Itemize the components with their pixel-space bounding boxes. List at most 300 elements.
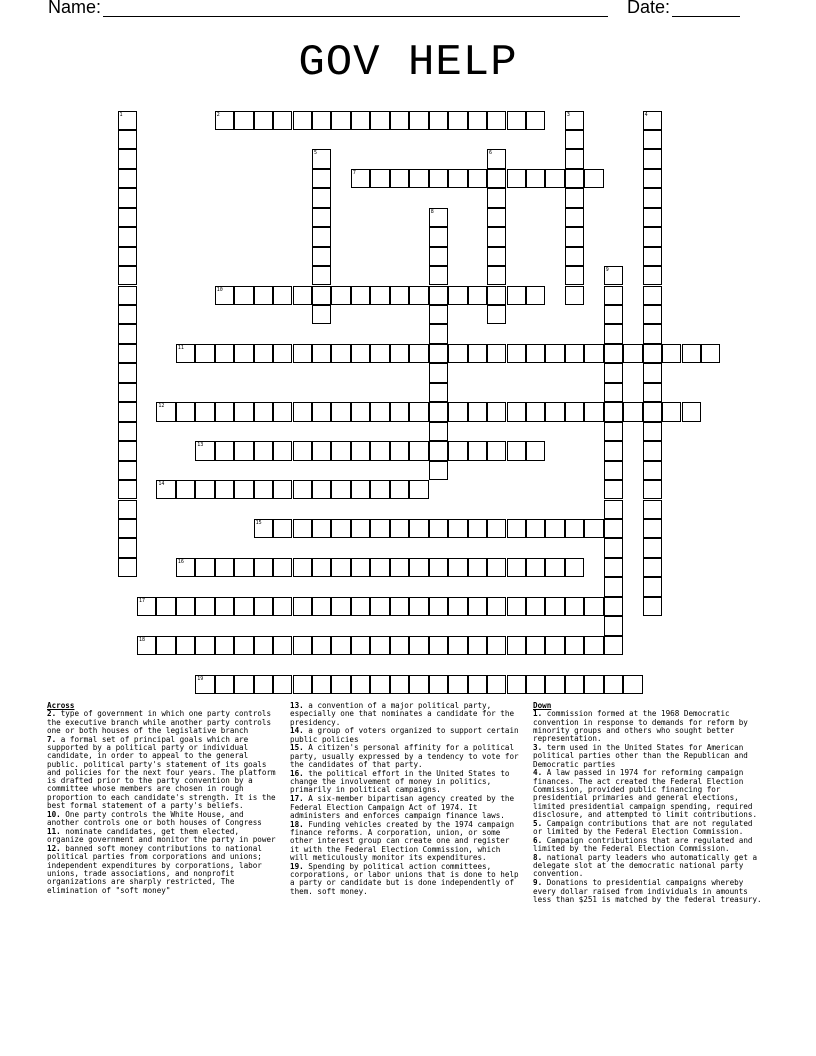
grid-cell[interactable]: [526, 402, 545, 421]
grid-cell[interactable]: [118, 441, 137, 460]
grid-cell[interactable]: [176, 402, 195, 421]
grid-cell[interactable]: [429, 208, 448, 227]
grid-cell[interactable]: [487, 247, 506, 266]
grid-cell[interactable]: [273, 597, 292, 616]
grid-cell[interactable]: [331, 344, 350, 363]
grid-cell[interactable]: [507, 519, 526, 538]
grid-cell[interactable]: [487, 227, 506, 246]
grid-cell[interactable]: [468, 597, 487, 616]
grid-cell[interactable]: [293, 519, 312, 538]
grid-cell[interactable]: [137, 636, 156, 655]
grid-cell[interactable]: [331, 402, 350, 421]
grid-cell[interactable]: [487, 169, 506, 188]
grid-cell[interactable]: [234, 441, 253, 460]
grid-cell[interactable]: [429, 266, 448, 285]
grid-cell[interactable]: [370, 558, 389, 577]
grid-cell[interactable]: [215, 402, 234, 421]
grid-cell[interactable]: [565, 149, 584, 168]
grid-cell[interactable]: [370, 519, 389, 538]
grid-cell[interactable]: [429, 461, 448, 480]
grid-cell[interactable]: [468, 441, 487, 460]
grid-cell[interactable]: [331, 675, 350, 694]
grid-cell[interactable]: [643, 266, 662, 285]
grid-cell[interactable]: [195, 636, 214, 655]
grid-cell[interactable]: [507, 597, 526, 616]
grid-cell[interactable]: [273, 402, 292, 421]
grid-cell[interactable]: [526, 597, 545, 616]
grid-cell[interactable]: [234, 636, 253, 655]
grid-cell[interactable]: [487, 558, 506, 577]
grid-cell[interactable]: [409, 558, 428, 577]
grid-cell[interactable]: [604, 441, 623, 460]
grid-cell[interactable]: [118, 247, 137, 266]
grid-cell[interactable]: [565, 247, 584, 266]
grid-cell[interactable]: [604, 383, 623, 402]
grid-cell[interactable]: [409, 344, 428, 363]
grid-cell[interactable]: [176, 558, 195, 577]
grid-cell[interactable]: [351, 558, 370, 577]
grid-cell[interactable]: [118, 227, 137, 246]
grid-cell[interactable]: [643, 422, 662, 441]
grid-cell[interactable]: [429, 169, 448, 188]
grid-cell[interactable]: [390, 636, 409, 655]
grid-cell[interactable]: [507, 286, 526, 305]
grid-cell[interactable]: [118, 111, 137, 130]
grid-cell[interactable]: [643, 597, 662, 616]
grid-cell[interactable]: [118, 266, 137, 285]
grid-cell[interactable]: [487, 208, 506, 227]
grid-cell[interactable]: [643, 519, 662, 538]
grid-cell[interactable]: [487, 636, 506, 655]
grid-cell[interactable]: [351, 402, 370, 421]
grid-cell[interactable]: [215, 441, 234, 460]
grid-cell[interactable]: [565, 675, 584, 694]
grid-cell[interactable]: [370, 675, 389, 694]
grid-cell[interactable]: [273, 344, 292, 363]
grid-cell[interactable]: [156, 402, 175, 421]
grid-cell[interactable]: [293, 402, 312, 421]
grid-cell[interactable]: [643, 480, 662, 499]
grid-cell[interactable]: [118, 558, 137, 577]
grid-cell[interactable]: [448, 286, 467, 305]
grid-cell[interactable]: [507, 344, 526, 363]
grid-cell[interactable]: [254, 558, 273, 577]
grid-cell[interactable]: [623, 675, 642, 694]
grid-cell[interactable]: [468, 344, 487, 363]
grid-cell[interactable]: [234, 286, 253, 305]
grid-cell[interactable]: [643, 461, 662, 480]
grid-cell[interactable]: [468, 636, 487, 655]
grid-cell[interactable]: [370, 441, 389, 460]
grid-cell[interactable]: [526, 169, 545, 188]
grid-cell[interactable]: [526, 636, 545, 655]
grid-cell[interactable]: [176, 344, 195, 363]
grid-cell[interactable]: [215, 558, 234, 577]
grid-cell[interactable]: [643, 383, 662, 402]
grid-cell[interactable]: [604, 402, 623, 421]
grid-cell[interactable]: [604, 461, 623, 480]
grid-cell[interactable]: [390, 480, 409, 499]
grid-cell[interactable]: [604, 675, 623, 694]
grid-cell[interactable]: [118, 169, 137, 188]
grid-cell[interactable]: [176, 597, 195, 616]
grid-cell[interactable]: [293, 344, 312, 363]
grid-cell[interactable]: [448, 169, 467, 188]
grid-cell[interactable]: [254, 519, 273, 538]
grid-cell[interactable]: [118, 383, 137, 402]
grid-cell[interactable]: [215, 675, 234, 694]
grid-cell[interactable]: [273, 558, 292, 577]
grid-cell[interactable]: [215, 286, 234, 305]
grid-cell[interactable]: [390, 111, 409, 130]
grid-cell[interactable]: [118, 461, 137, 480]
grid-cell[interactable]: [118, 130, 137, 149]
grid-cell[interactable]: [118, 500, 137, 519]
grid-cell[interactable]: [643, 363, 662, 382]
grid-cell[interactable]: [643, 111, 662, 130]
grid-cell[interactable]: [604, 344, 623, 363]
grid-cell[interactable]: [507, 558, 526, 577]
grid-cell[interactable]: [390, 402, 409, 421]
grid-cell[interactable]: [565, 402, 584, 421]
grid-cell[interactable]: [215, 597, 234, 616]
grid-cell[interactable]: [429, 597, 448, 616]
grid-cell[interactable]: [254, 636, 273, 655]
grid-cell[interactable]: [331, 597, 350, 616]
grid-cell[interactable]: [195, 558, 214, 577]
grid-cell[interactable]: [234, 480, 253, 499]
grid-cell[interactable]: [468, 558, 487, 577]
grid-cell[interactable]: [545, 344, 564, 363]
grid-cell[interactable]: [312, 480, 331, 499]
grid-cell[interactable]: [390, 286, 409, 305]
grid-cell[interactable]: [429, 247, 448, 266]
grid-cell[interactable]: [545, 519, 564, 538]
grid-cell[interactable]: [390, 558, 409, 577]
grid-cell[interactable]: [331, 111, 350, 130]
grid-cell[interactable]: [215, 480, 234, 499]
grid-cell[interactable]: [390, 675, 409, 694]
grid-cell[interactable]: [312, 558, 331, 577]
grid-cell[interactable]: [118, 305, 137, 324]
grid-cell[interactable]: [254, 441, 273, 460]
grid-cell[interactable]: [254, 402, 273, 421]
grid-cell[interactable]: [215, 111, 234, 130]
grid-cell[interactable]: [156, 636, 175, 655]
grid-cell[interactable]: [254, 286, 273, 305]
grid-cell[interactable]: [526, 286, 545, 305]
grid-cell[interactable]: [643, 441, 662, 460]
grid-cell[interactable]: [195, 344, 214, 363]
grid-cell[interactable]: [565, 636, 584, 655]
grid-cell[interactable]: [118, 344, 137, 363]
grid-cell[interactable]: [448, 111, 467, 130]
grid-cell[interactable]: [565, 169, 584, 188]
grid-cell[interactable]: [331, 441, 350, 460]
grid-cell[interactable]: [643, 130, 662, 149]
grid-cell[interactable]: [118, 422, 137, 441]
grid-cell[interactable]: [604, 500, 623, 519]
grid-cell[interactable]: [429, 286, 448, 305]
grid-cell[interactable]: [351, 344, 370, 363]
grid-cell[interactable]: [623, 402, 642, 421]
grid-cell[interactable]: [662, 344, 681, 363]
grid-cell[interactable]: [487, 519, 506, 538]
grid-cell[interactable]: [409, 519, 428, 538]
grid-cell[interactable]: [682, 344, 701, 363]
grid-cell[interactable]: [293, 558, 312, 577]
grid-cell[interactable]: [429, 519, 448, 538]
grid-cell[interactable]: [604, 324, 623, 343]
grid-cell[interactable]: [312, 441, 331, 460]
grid-cell[interactable]: [429, 402, 448, 421]
grid-cell[interactable]: [390, 441, 409, 460]
grid-cell[interactable]: [195, 597, 214, 616]
grid-cell[interactable]: [293, 597, 312, 616]
grid-cell[interactable]: [487, 344, 506, 363]
grid-cell[interactable]: [584, 169, 603, 188]
grid-cell[interactable]: [643, 558, 662, 577]
grid-cell[interactable]: [273, 286, 292, 305]
grid-cell[interactable]: [254, 480, 273, 499]
grid-cell[interactable]: [545, 402, 564, 421]
grid-cell[interactable]: [487, 286, 506, 305]
grid-cell[interactable]: [565, 227, 584, 246]
grid-cell[interactable]: [312, 169, 331, 188]
grid-cell[interactable]: [351, 519, 370, 538]
grid-cell[interactable]: [604, 266, 623, 285]
grid-cell[interactable]: [448, 597, 467, 616]
grid-cell[interactable]: [254, 344, 273, 363]
grid-cell[interactable]: [487, 111, 506, 130]
grid-cell[interactable]: [254, 597, 273, 616]
grid-cell[interactable]: [118, 402, 137, 421]
grid-cell[interactable]: [468, 286, 487, 305]
grid-cell[interactable]: [351, 441, 370, 460]
grid-cell[interactable]: [507, 111, 526, 130]
grid-cell[interactable]: [176, 636, 195, 655]
grid-cell[interactable]: [565, 111, 584, 130]
grid-cell[interactable]: [429, 441, 448, 460]
grid-cell[interactable]: [584, 675, 603, 694]
grid-cell[interactable]: [487, 402, 506, 421]
grid-cell[interactable]: [176, 480, 195, 499]
grid-cell[interactable]: [429, 344, 448, 363]
grid-cell[interactable]: [643, 227, 662, 246]
grid-cell[interactable]: [293, 286, 312, 305]
grid-cell[interactable]: [584, 519, 603, 538]
grid-cell[interactable]: [351, 286, 370, 305]
grid-cell[interactable]: [565, 208, 584, 227]
grid-cell[interactable]: [118, 363, 137, 382]
grid-cell[interactable]: [234, 675, 253, 694]
grid-cell[interactable]: [604, 286, 623, 305]
grid-cell[interactable]: [215, 344, 234, 363]
grid-cell[interactable]: [370, 636, 389, 655]
grid-cell[interactable]: [701, 344, 720, 363]
grid-cell[interactable]: [643, 247, 662, 266]
grid-cell[interactable]: [234, 558, 253, 577]
grid-cell[interactable]: [545, 636, 564, 655]
grid-cell[interactable]: [351, 480, 370, 499]
grid-cell[interactable]: [526, 111, 545, 130]
grid-cell[interactable]: [604, 616, 623, 635]
grid-cell[interactable]: [312, 344, 331, 363]
grid-cell[interactable]: [448, 675, 467, 694]
grid-cell[interactable]: [293, 441, 312, 460]
grid-cell[interactable]: [604, 597, 623, 616]
grid-cell[interactable]: [429, 383, 448, 402]
grid-cell[interactable]: [468, 402, 487, 421]
grid-cell[interactable]: [351, 111, 370, 130]
grid-cell[interactable]: [468, 675, 487, 694]
grid-cell[interactable]: [507, 402, 526, 421]
grid-cell[interactable]: [487, 675, 506, 694]
grid-cell[interactable]: [254, 675, 273, 694]
grid-cell[interactable]: [195, 480, 214, 499]
grid-cell[interactable]: [234, 111, 253, 130]
grid-cell[interactable]: [390, 519, 409, 538]
grid-cell[interactable]: [643, 402, 662, 421]
grid-cell[interactable]: [429, 422, 448, 441]
grid-cell[interactable]: [409, 402, 428, 421]
grid-cell[interactable]: [195, 675, 214, 694]
grid-cell[interactable]: [312, 305, 331, 324]
grid-cell[interactable]: [429, 227, 448, 246]
grid-cell[interactable]: [312, 286, 331, 305]
grid-cell[interactable]: [604, 636, 623, 655]
grid-cell[interactable]: [273, 675, 292, 694]
grid-cell[interactable]: [234, 597, 253, 616]
grid-cell[interactable]: [487, 149, 506, 168]
grid-cell[interactable]: [370, 286, 389, 305]
grid-cell[interactable]: [331, 480, 350, 499]
grid-cell[interactable]: [351, 675, 370, 694]
grid-cell[interactable]: [545, 558, 564, 577]
grid-cell[interactable]: [273, 636, 292, 655]
grid-cell[interactable]: [507, 441, 526, 460]
grid-cell[interactable]: [526, 441, 545, 460]
grid-cell[interactable]: [643, 500, 662, 519]
grid-cell[interactable]: [565, 519, 584, 538]
grid-cell[interactable]: [565, 344, 584, 363]
grid-cell[interactable]: [623, 344, 642, 363]
grid-cell[interactable]: [507, 636, 526, 655]
grid-cell[interactable]: [351, 169, 370, 188]
grid-cell[interactable]: [312, 519, 331, 538]
grid-cell[interactable]: [215, 636, 234, 655]
grid-cell[interactable]: [390, 597, 409, 616]
grid-cell[interactable]: [118, 188, 137, 207]
grid-cell[interactable]: [370, 597, 389, 616]
grid-cell[interactable]: [118, 286, 137, 305]
grid-cell[interactable]: [195, 441, 214, 460]
grid-cell[interactable]: [643, 577, 662, 596]
grid-cell[interactable]: [429, 558, 448, 577]
grid-cell[interactable]: [565, 597, 584, 616]
grid-cell[interactable]: [604, 480, 623, 499]
grid-cell[interactable]: [156, 480, 175, 499]
grid-cell[interactable]: [293, 636, 312, 655]
grid-cell[interactable]: [584, 597, 603, 616]
grid-cell[interactable]: [429, 111, 448, 130]
grid-cell[interactable]: [118, 324, 137, 343]
grid-cell[interactable]: [312, 111, 331, 130]
grid-cell[interactable]: [662, 402, 681, 421]
grid-cell[interactable]: [507, 675, 526, 694]
grid-cell[interactable]: [312, 247, 331, 266]
grid-cell[interactable]: [643, 286, 662, 305]
grid-cell[interactable]: [312, 227, 331, 246]
grid-cell[interactable]: [293, 675, 312, 694]
grid-cell[interactable]: [370, 480, 389, 499]
grid-cell[interactable]: [448, 558, 467, 577]
grid-cell[interactable]: [312, 675, 331, 694]
grid-cell[interactable]: [604, 363, 623, 382]
grid-cell[interactable]: [468, 111, 487, 130]
grid-cell[interactable]: [429, 324, 448, 343]
grid-cell[interactable]: [643, 169, 662, 188]
grid-cell[interactable]: [584, 402, 603, 421]
grid-cell[interactable]: [409, 441, 428, 460]
grid-cell[interactable]: [448, 441, 467, 460]
grid-cell[interactable]: [487, 305, 506, 324]
grid-cell[interactable]: [409, 480, 428, 499]
grid-cell[interactable]: [545, 597, 564, 616]
grid-cell[interactable]: [331, 636, 350, 655]
grid-cell[interactable]: [545, 169, 564, 188]
grid-cell[interactable]: [273, 480, 292, 499]
grid-cell[interactable]: [604, 305, 623, 324]
grid-cell[interactable]: [604, 577, 623, 596]
grid-cell[interactable]: [137, 597, 156, 616]
grid-cell[interactable]: [565, 286, 584, 305]
grid-cell[interactable]: [429, 636, 448, 655]
grid-cell[interactable]: [487, 441, 506, 460]
grid-cell[interactable]: [118, 208, 137, 227]
grid-cell[interactable]: [118, 538, 137, 557]
grid-cell[interactable]: [526, 558, 545, 577]
grid-cell[interactable]: [643, 149, 662, 168]
grid-cell[interactable]: [409, 597, 428, 616]
grid-cell[interactable]: [273, 441, 292, 460]
grid-cell[interactable]: [565, 266, 584, 285]
grid-cell[interactable]: [370, 169, 389, 188]
grid-cell[interactable]: [331, 558, 350, 577]
grid-cell[interactable]: [254, 111, 273, 130]
grid-cell[interactable]: [487, 597, 506, 616]
grid-cell[interactable]: [390, 169, 409, 188]
grid-cell[interactable]: [584, 344, 603, 363]
grid-cell[interactable]: [545, 675, 564, 694]
grid-cell[interactable]: [429, 305, 448, 324]
grid-cell[interactable]: [643, 324, 662, 343]
grid-cell[interactable]: [468, 169, 487, 188]
grid-cell[interactable]: [526, 344, 545, 363]
grid-cell[interactable]: [409, 286, 428, 305]
grid-cell[interactable]: [409, 675, 428, 694]
grid-cell[interactable]: [643, 208, 662, 227]
grid-cell[interactable]: [118, 149, 137, 168]
grid-cell[interactable]: [526, 675, 545, 694]
grid-cell[interactable]: [507, 169, 526, 188]
grid-cell[interactable]: [682, 402, 701, 421]
grid-cell[interactable]: [390, 344, 409, 363]
grid-cell[interactable]: [370, 402, 389, 421]
grid-cell[interactable]: [156, 597, 175, 616]
grid-cell[interactable]: [234, 402, 253, 421]
grid-cell[interactable]: [565, 188, 584, 207]
